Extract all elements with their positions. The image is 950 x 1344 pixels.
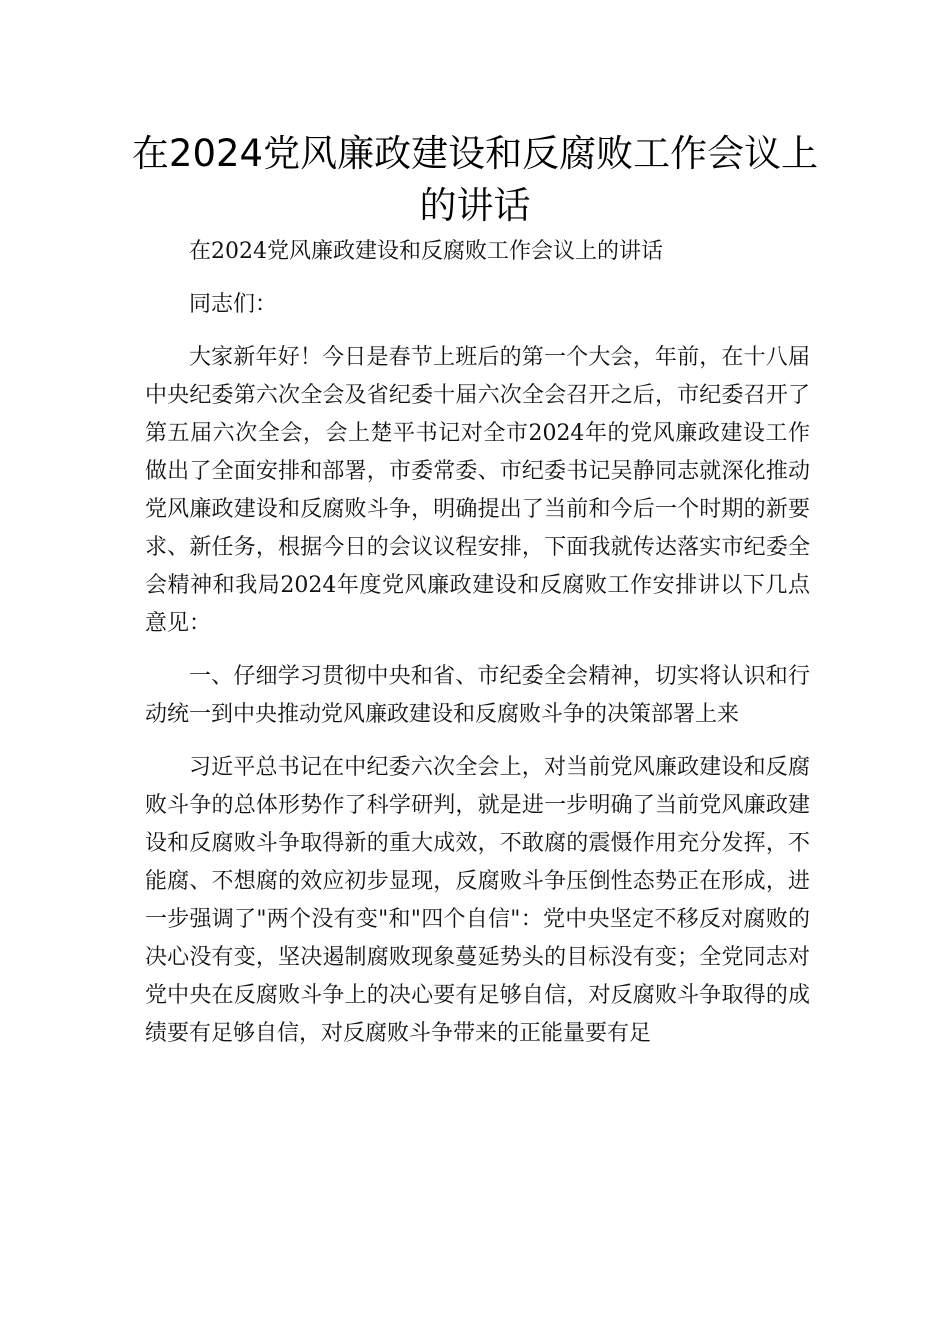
body-paragraph: 大家新年好！今日是春节上班后的第一个大会，年前，在十八届中央纪委第六次全会及省纪委十届六次全会召开之后，市纪委召开了第五届六次全会，会上楚平书记对全市2024年的党风廉政建设工作做出了全面安排和部署，市委常委、市纪委书记吴静同志就深化推动党风廉政建设和反腐败斗争，明确提出了当前和今后一个时期的新要求、新任务，根据今日的会议议程安排，下面我就传达落实市纪委全会精神和我局2024年度党风廉政建设和反腐败工作安排讲以下几点意见： — [145, 345, 810, 636]
document-title: 在2024党风廉政建设和反腐败工作会议上的讲话 — [131, 132, 819, 227]
body-paragraph: 习近平总书记在中纪委六次全会上，对当前党风廉政建设和反腐败斗争的总体形势作了科学研判，就是进一步明确了当前党风廉政建设和反腐败斗争取得新的重大成效，不敢腐的震慑作用充分发挥，不能腐、不想腐的效应初步显现，反腐败斗争压倒性态势正在形成，进一步强调了"两个没有变"和"四个自信"：党中央坚定不移反对腐败的决心没有变，坚决遏制腐败现象蔓延势头的目标没有变；全党同志对党中央在反腐败斗争上的决心要有足够自信，对反腐败斗争取得的成绩要有足够自信，对反腐败斗争带来的正能量要有足 — [145, 755, 810, 1046]
subtitle-paragraph: 在2024党风廉政建设和反腐败工作会议上的讲话 — [189, 239, 663, 264]
section-heading-paragraph: 一、仔细学习贯彻中央和省、市纪委全会精神，切实将认识和行动统一到中央推动党风廉政建设和反腐败斗争的决策部署上来 — [145, 664, 810, 727]
document-body — [145, 233, 810, 1068]
salutation-paragraph: 同志们： — [189, 292, 278, 317]
